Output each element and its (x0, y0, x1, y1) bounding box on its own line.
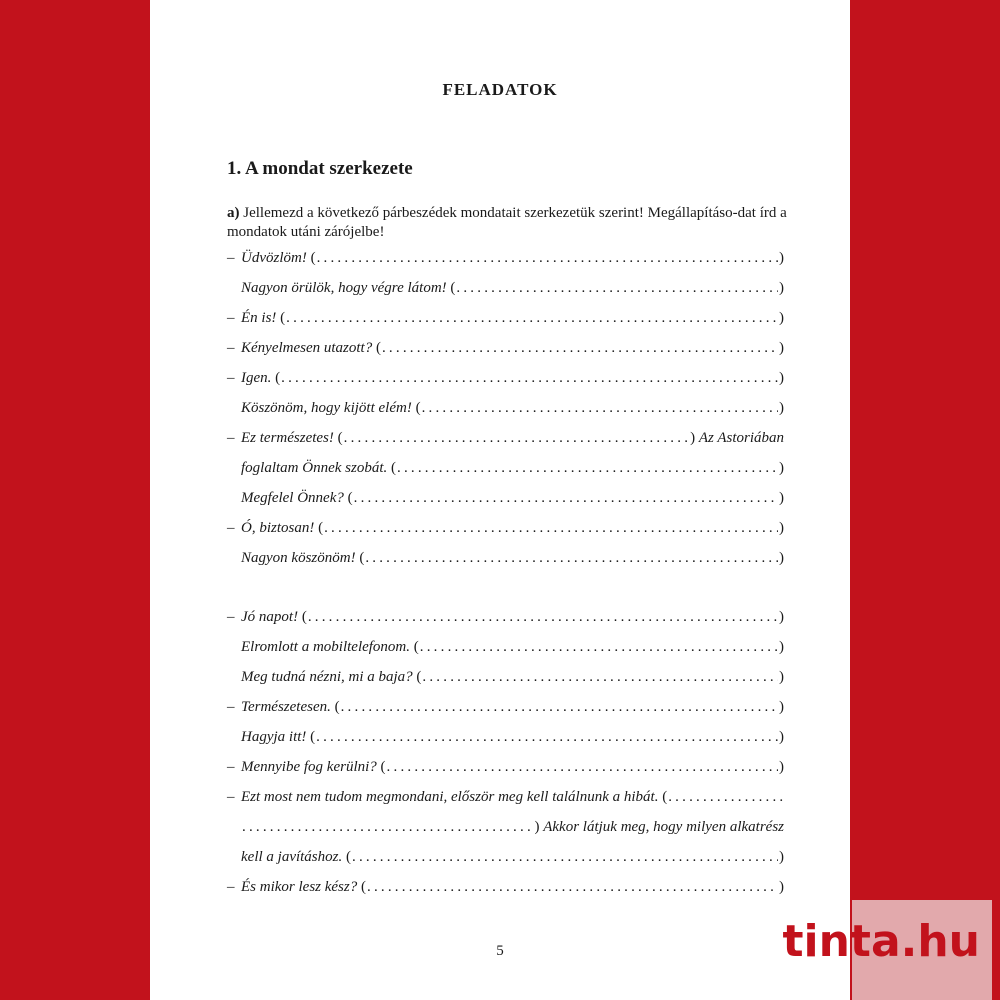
dialogue-line: foglaltam Önnek szobát. ( ..... ) (227, 460, 784, 482)
dialogue-line: – Ó, biztosan! ( ..... ) (227, 520, 784, 542)
dialogue-text: foglaltam Önnek szobát. (241, 460, 388, 476)
dialogue-text: Meg tudná nézni, mi a baja? (241, 669, 413, 685)
dialogue-text: Köszönöm, hogy kijött elém! (241, 400, 412, 416)
dialogue-line: Megfelel Önnek? ( ..... ) (227, 490, 784, 512)
section-heading: 1. A mondat szerkezete (227, 158, 413, 179)
answer-blank[interactable] (317, 250, 778, 267)
dialogue-text: Nagyon köszönöm! (241, 550, 356, 566)
dialogue-line: Nagyon örülök, hogy végre látom! ( ..... ) (227, 280, 784, 302)
dialogue-line: kell a javításhoz. ( ..... ) (227, 849, 784, 871)
watermark-text: tinta.hu (782, 916, 980, 967)
answer-blank[interactable] (281, 370, 778, 387)
instruction-label: a) (227, 205, 240, 221)
page-number: 5 (496, 943, 504, 959)
answer-blank[interactable] (286, 310, 778, 327)
answer-blank[interactable] (365, 550, 778, 567)
dialogue-line: Meg tudná nézni, mi a baja? ( ..... ) (227, 669, 784, 691)
dialogue-line: Elromlott a mobiltelefonom. ( ..... ) (227, 639, 784, 661)
dialogue-text: Jó napot! (241, 609, 299, 625)
dialogue-line: – Igen. ( ..... ) (227, 370, 784, 392)
dialogue-text: Ezt most nem tudom megmondani, először meg kell találnunk a hibát. (241, 789, 659, 805)
dialogue-line: – Természetesen. ( ..... ) (227, 699, 784, 721)
answer-blank[interactable] (668, 789, 783, 806)
dialogue-text: Hagyja itt! (241, 729, 307, 745)
dialogue-line: Köszönöm, hogy kijött elém! ( ..... ) (227, 400, 784, 422)
answer-blank[interactable] (242, 819, 533, 836)
dialogue-line: ..... ) Akkor látjuk meg, hogy milyen alkatrész (227, 819, 784, 841)
answer-blank[interactable] (420, 639, 778, 656)
dialogue-line: – Kényelmesen utazott? ( ..... ) (227, 340, 784, 362)
dialogue-text: Nagyon örülök, hogy végre látom! (241, 280, 447, 296)
dialogue-text: Mennyibe fog kerülni? (241, 759, 377, 775)
dialogue-text: Ez természetes! (241, 430, 334, 446)
dialogue-text: kell a javításhoz. (241, 849, 343, 865)
dialogue-line: Nagyon köszönöm! ( ..... ) (227, 550, 784, 572)
dialogue-line: – Mennyibe fog kerülni? ( ..... ) (227, 759, 784, 781)
answer-blank[interactable] (387, 759, 778, 776)
dialogue-text: Igen. (241, 370, 272, 386)
instruction-text: Jellemezd a következő párbeszédek mondatait szerkezetük szerint! Megállapításo-dat írd a mondatok utáni zárójelbe! (227, 205, 787, 240)
answer-blank[interactable] (341, 699, 778, 716)
dialogue-text: Természetesen. (241, 699, 331, 715)
answer-blank[interactable] (456, 280, 778, 297)
answer-blank[interactable] (344, 430, 689, 447)
dialogue-text: Az Astoriában (698, 430, 784, 446)
answer-blank[interactable] (422, 669, 778, 686)
dialogue-line: – Ez természetes! ( ..... ) Az Astoriában (227, 430, 784, 452)
dialogue-line: – Üdvözlöm! ( ..... ) (227, 250, 784, 272)
dialogue-text: Elromlott a mobiltelefonom. (241, 639, 411, 655)
answer-blank[interactable] (316, 729, 778, 746)
dialogue-line: – Én is! ( ..... ) (227, 310, 784, 332)
answer-blank[interactable] (382, 340, 778, 357)
dialogue-text: Üdvözlöm! (241, 250, 307, 266)
dialogue-text: Akkor látjuk meg, hogy milyen alkatrész (543, 819, 784, 835)
dialogue-text: Kényelmesen utazott? (241, 340, 373, 356)
watermark-logo (782, 900, 992, 1000)
answer-blank[interactable] (397, 460, 778, 477)
dialogue-text: Ó, biztosan! (241, 520, 315, 536)
answer-blank[interactable] (422, 400, 778, 417)
dialogue-text: Megfelel Önnek? (241, 490, 344, 506)
answer-blank[interactable] (367, 879, 778, 896)
answer-blank[interactable] (308, 609, 778, 626)
exercise-instruction (227, 204, 787, 242)
answer-blank[interactable] (352, 849, 778, 866)
dialogue-line: – Jó napot! ( ..... ) (227, 609, 784, 631)
dialogue-line: – Ezt most nem tudom megmondani, először meg kell találnunk a hibát. ( ..... (227, 789, 784, 811)
page-title: FELADATOK (442, 80, 558, 99)
dialogue-text: Én is! (241, 310, 277, 326)
dialogue-line: – És mikor lesz kész? ( ..... ) (227, 879, 784, 901)
answer-blank[interactable] (354, 490, 778, 507)
dialogue-text: És mikor lesz kész? (241, 879, 358, 895)
answer-blank[interactable] (324, 520, 778, 537)
document-page (150, 0, 850, 1000)
dialogue-line: Hagyja itt! ( ..... ) (227, 729, 784, 751)
